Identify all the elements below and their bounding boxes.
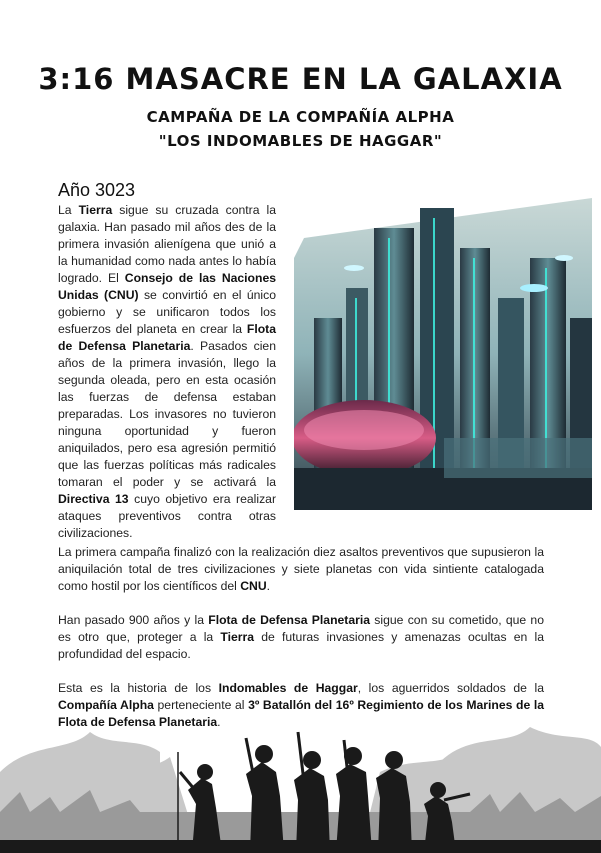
soldier-silhouettes-image (0, 712, 601, 853)
futuristic-city-image (294, 198, 592, 510)
intro-paragraph: La Tierra sigue su cruzada contra la galaxia. Han pasado mil años des de la primera invasión alienígena que unió a la humanidad como nada antes lo había logrado. El Consejo de las Naciones Unidas (CNU) se convirtió en el único gobierno y se unificaron todos los esfuerzos del planeta en crear la Flota de Defensa Planetaria. Pasados cien años de la primera invasión, llego la segunda oleada, pero en esta ocasión las fuerzas de defensa estaban preparadas. Los invasores no tuvieron ninguna oportunidad y fueron aniquilados, pero esa agresión permitió que las fuerzas políticas más radicales tomaran el poder y se activará la Directiva 13 cuyo objetivo era realizar ataques preventivos contra otras civilizaciones. (58, 203, 277, 540)
campaign-subtitle: CAMPAÑA DE LA COMPAÑÍA ALPHA (146, 108, 455, 126)
company-nickname: "LOS INDOMABLES DE HAGGAR" (158, 132, 443, 150)
mission-paragraph: Han pasado 900 años y la Flota de Defensa Planetaria sigue con su cometido, que no es otro que, proteger a la Tierra de futuras invasiones y amenazas ocultas en la profundidad del espacio. (58, 613, 544, 661)
campaign-paragraph: La primera campaña finalizó con la realización diez asaltos preventivos que supusieron la aniquilación total de tres civilizaciones y siete planetas con vida sintiente catalogada como hostil por los científicos del CNU. (58, 545, 544, 593)
unit-paragraph: Esta es la historia de los Indomables de Haggar, los aguerridos soldados de la Compañía Alpha perteneciente al 3º Batallón del 16º Regimiento de los Marines de la Flota de Defensa Planetaria. (58, 681, 544, 729)
page-title: 3:16 MASACRE EN LA GALAXIA (38, 62, 563, 96)
section-heading: Año 3023 (58, 180, 136, 200)
